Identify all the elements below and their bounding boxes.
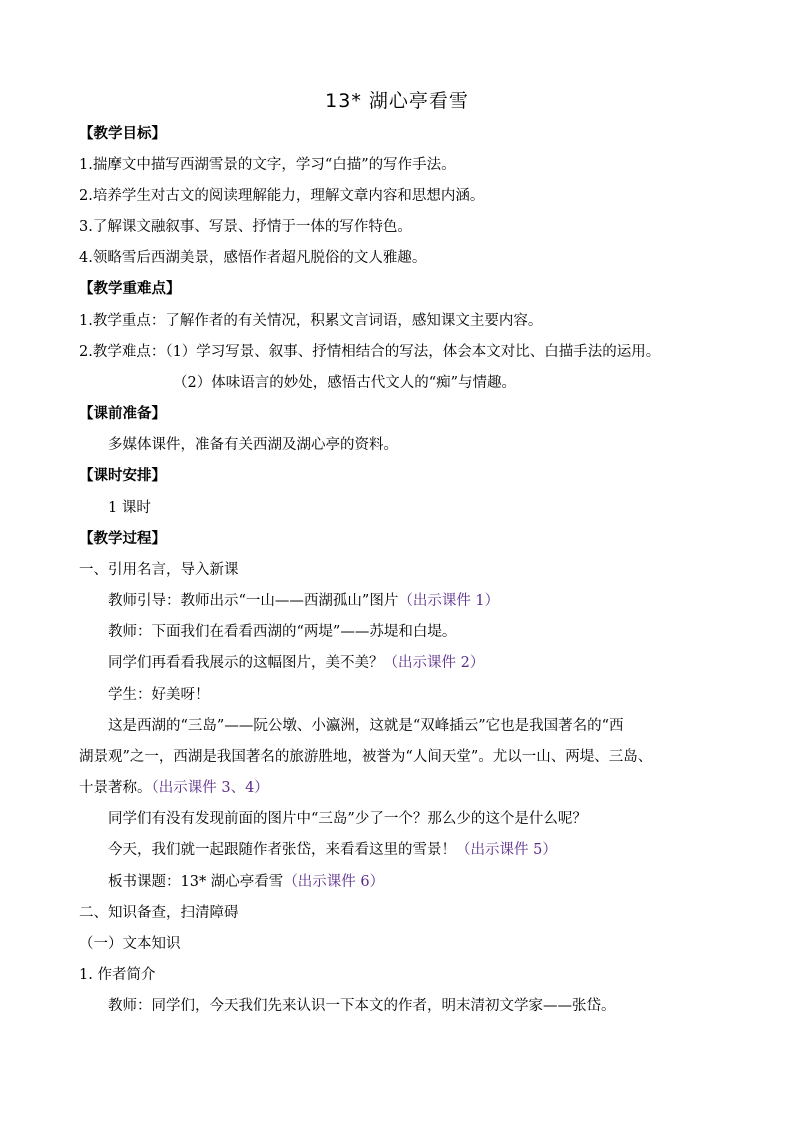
paragraph-text: 同学们再看看我展示的这幅图片，美不美？	[108, 655, 384, 671]
paragraph-text: 板书课题：13* 湖心亭看雪	[108, 874, 284, 890]
key-point-item: （2）体味语言的妙处，感悟古代文人的“痴”与情趣。	[173, 375, 517, 391]
paragraph-text: 今天，我们就一起跟随作者张岱，来看看这里的雪景！	[108, 842, 456, 858]
paragraph-line	[108, 653, 484, 673]
paragraph-line: 学生：好美呀！	[108, 687, 210, 703]
part-heading: 二、知识备查，扫清障碍	[79, 905, 239, 921]
paragraph-line: 同学们有没有发现前面的图片中“三岛”少了一个？那么少的这个是什么呢？	[108, 811, 587, 827]
key-point-item: 2.教学难点：（1）学习写景、叙事、抒情相结合的写法，体会本文对比、白描手法的运用。	[79, 344, 661, 360]
courseware-reference: （出示课件 5）	[456, 842, 557, 858]
courseware-reference: （出示课件 1）	[398, 593, 500, 609]
paragraph-line: 这是西湖的“三岛”——阮公墩、小瀛洲，这就是“双峰插云”它也是我国著名的“西	[108, 718, 624, 734]
goal-item: 3.了解课文融叙事、写景、抒情于一体的写作特色。	[79, 219, 412, 235]
courseware-reference: （出示课件 6）	[283, 874, 385, 890]
courseware-reference: （出示课件 3、4）	[151, 780, 269, 796]
paragraph-text: 十景著称。	[79, 780, 152, 796]
goals-heading: 【教学目标】	[79, 125, 166, 142]
goal-item: 1.揣摩文中描写西湖雪景的文字，学习“白描”的写作手法。	[79, 157, 456, 173]
schedule-heading: 【课时安排】	[79, 467, 166, 484]
paragraph-text: 教师引导：教师出示“一山——西湖孤山”图片	[108, 593, 399, 609]
paragraph-line: 教师：同学们，今天我们先来认识一下本文的作者，明末清初文学家——张岱。	[108, 998, 616, 1014]
paragraph-line	[108, 840, 557, 860]
paragraph-line: 教师：下面我们在看看西湖的“两堤”——苏堤和白堤。	[108, 624, 457, 640]
schedule-text: 1 课时	[108, 500, 151, 516]
paragraph-line: 湖景观”之一，西湖是我国著名的旅游胜地，被誉为“人间天堂”。尤以一山、两堤、三岛、	[79, 749, 653, 765]
key-point-item: 1.教学重点：了解作者的有关情况，积累文言词语，感知课文主要内容。	[79, 313, 543, 329]
part-heading: 一、引用名言，导入新课	[79, 562, 239, 578]
preparation-heading: 【课前准备】	[79, 405, 166, 422]
process-heading: 【教学过程】	[79, 530, 166, 547]
page-title: 13* 湖心亭看雪	[325, 90, 469, 112]
courseware-reference: （出示课件 2）	[383, 655, 485, 671]
key-points-heading: 【教学重难点】	[79, 280, 181, 297]
paragraph-line	[79, 778, 269, 798]
paragraph-line	[108, 591, 499, 611]
preparation-text: 多媒体课件，准备有关西湖及湖心亭的资料。	[108, 437, 398, 453]
goal-item: 2.培养学生对古文的阅读理解能力，理解文章内容和思想内涵。	[79, 188, 485, 204]
subsection-item: 1. 作者简介	[79, 967, 156, 983]
goal-item: 4.领略雪后西湖美景，感悟作者超凡脱俗的文人雅趣。	[79, 250, 427, 266]
subsection-heading: （一）文本知识	[79, 936, 181, 952]
paragraph-line	[108, 872, 384, 892]
